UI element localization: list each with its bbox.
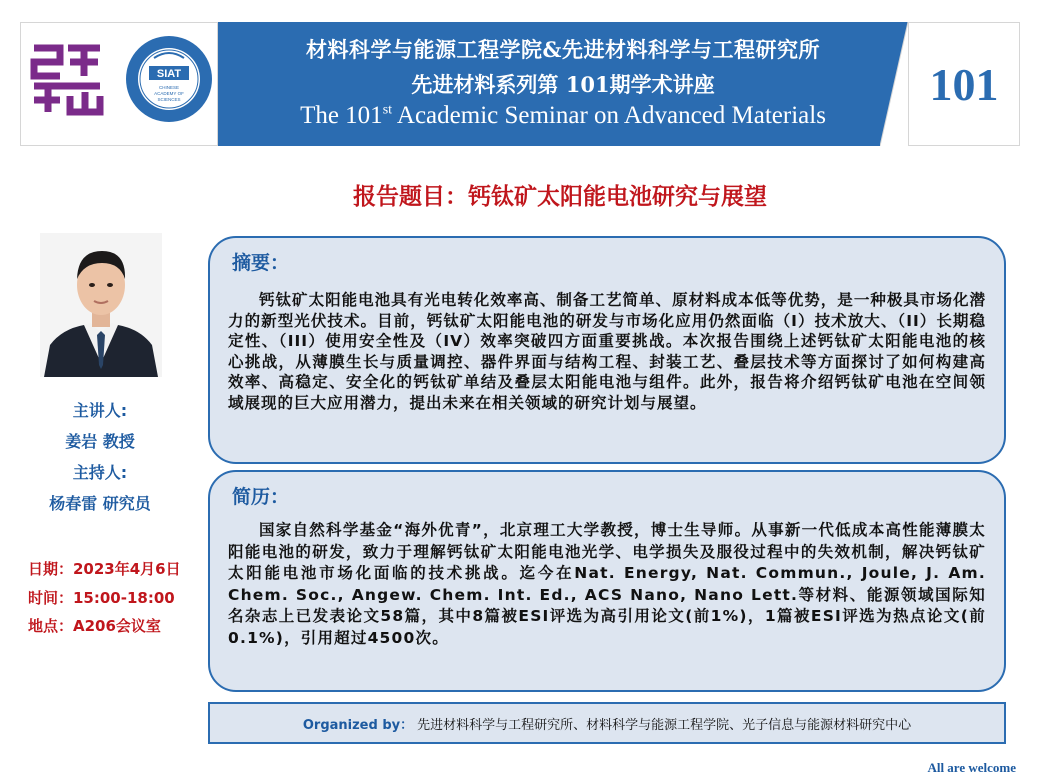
speaker-name: 姜岩 教授	[65, 432, 135, 451]
report-title: 报告题目：钙钛矿太阳能电池研究与展望	[353, 184, 767, 210]
event-date: 日期：2023年4月6日	[28, 560, 181, 578]
seminar-number: 101	[908, 22, 1020, 146]
header-banner	[218, 22, 908, 146]
abstract-panel	[208, 236, 1006, 464]
organizer-label: Organized by：	[302, 717, 414, 733]
event-place: 地点：A206会议室	[28, 617, 161, 635]
host-label: 主持人:	[72, 463, 128, 482]
abstract-body: 钙钛矿太阳能电池具有光电转化效率高、制备工艺简单、原材料成本低等优势，是一种极具市场化潜力的新型光伏技术。目前，钙钛矿太阳能电池的研发与市场化应用仍然面临（I）技术放大、（II）长期稳定性、（III）使用安全性及（IV）效率突破四方面重要挑战。本次报告围绕上述钙钛矿太阳能电池的核心挑战，从薄膜生长与质量调控、器件界面与结构工程、封装工艺、叠层技术等方面探讨了如何构建高效率、高稳定、安全化的钙钛矿单结及叠层太阳能电池与组件。此外，报告将介绍钙钛矿电池在空间领域展现的巨大应用潜力，提出未来在相关领域的研究计划与展望。	[228, 291, 986, 412]
organizer-text: 先进材料科学与工程研究所、材料科学与能源工程学院、光子信息与能源材料研究中心	[417, 717, 912, 733]
welcome-note: All are welcome	[927, 760, 1016, 775]
svg-text:CHINESE: CHINESE	[158, 85, 180, 90]
speaker-photo	[40, 233, 162, 377]
svg-text:SIAT: SIAT	[156, 68, 182, 80]
sz-logo-icon	[30, 42, 104, 116]
header-line-1: 材料科学与能源工程学院&先进材料科学与工程研究所	[306, 37, 820, 62]
svg-text:ACADEMY OF: ACADEMY OF	[154, 91, 184, 96]
bio-panel	[208, 470, 1006, 692]
organizer-bar	[208, 702, 1006, 744]
header-line-2: 先进材料系列第 101期学术讲座	[411, 72, 715, 97]
event-time: 时间：15:00-18:00	[28, 589, 175, 607]
bio-body: 国家自然科学基金“海外优青”，北京理工大学教授，博士生导师。从事新一代低成本高性能薄膜太阳能电池的研发，致力于理解钙钛矿太阳能电池光学、电学损失及服役过程中的失效机制，解决钙钛矿太阳能电池市场化面临的技术挑战。迄今在Nat. Energy, Nat. Commun., Joule, J. Am. Chem. Soc., Angew. Chem. Int. Ed., ACS Nano, Nano Lett.等材料、能源领域国际知名杂志上已发表论文58篇，其中8篇被ESI评选为高引用论文(前1%)，1篇被ESI评选为热点论文(前0.1%)，引用超过4500次。	[228, 521, 986, 647]
header-line-3: The 101st Academic Seminar on Advanced Materials	[300, 102, 826, 129]
siat-logo-icon	[124, 34, 214, 124]
abstract-heading: 摘要：	[232, 252, 290, 274]
speaker-label: 主讲人:	[72, 401, 128, 420]
host-name: 杨春雷 研究员	[49, 494, 151, 513]
bio-heading: 简历：	[232, 486, 290, 508]
svg-text:SCIENCES: SCIENCES	[157, 97, 181, 102]
